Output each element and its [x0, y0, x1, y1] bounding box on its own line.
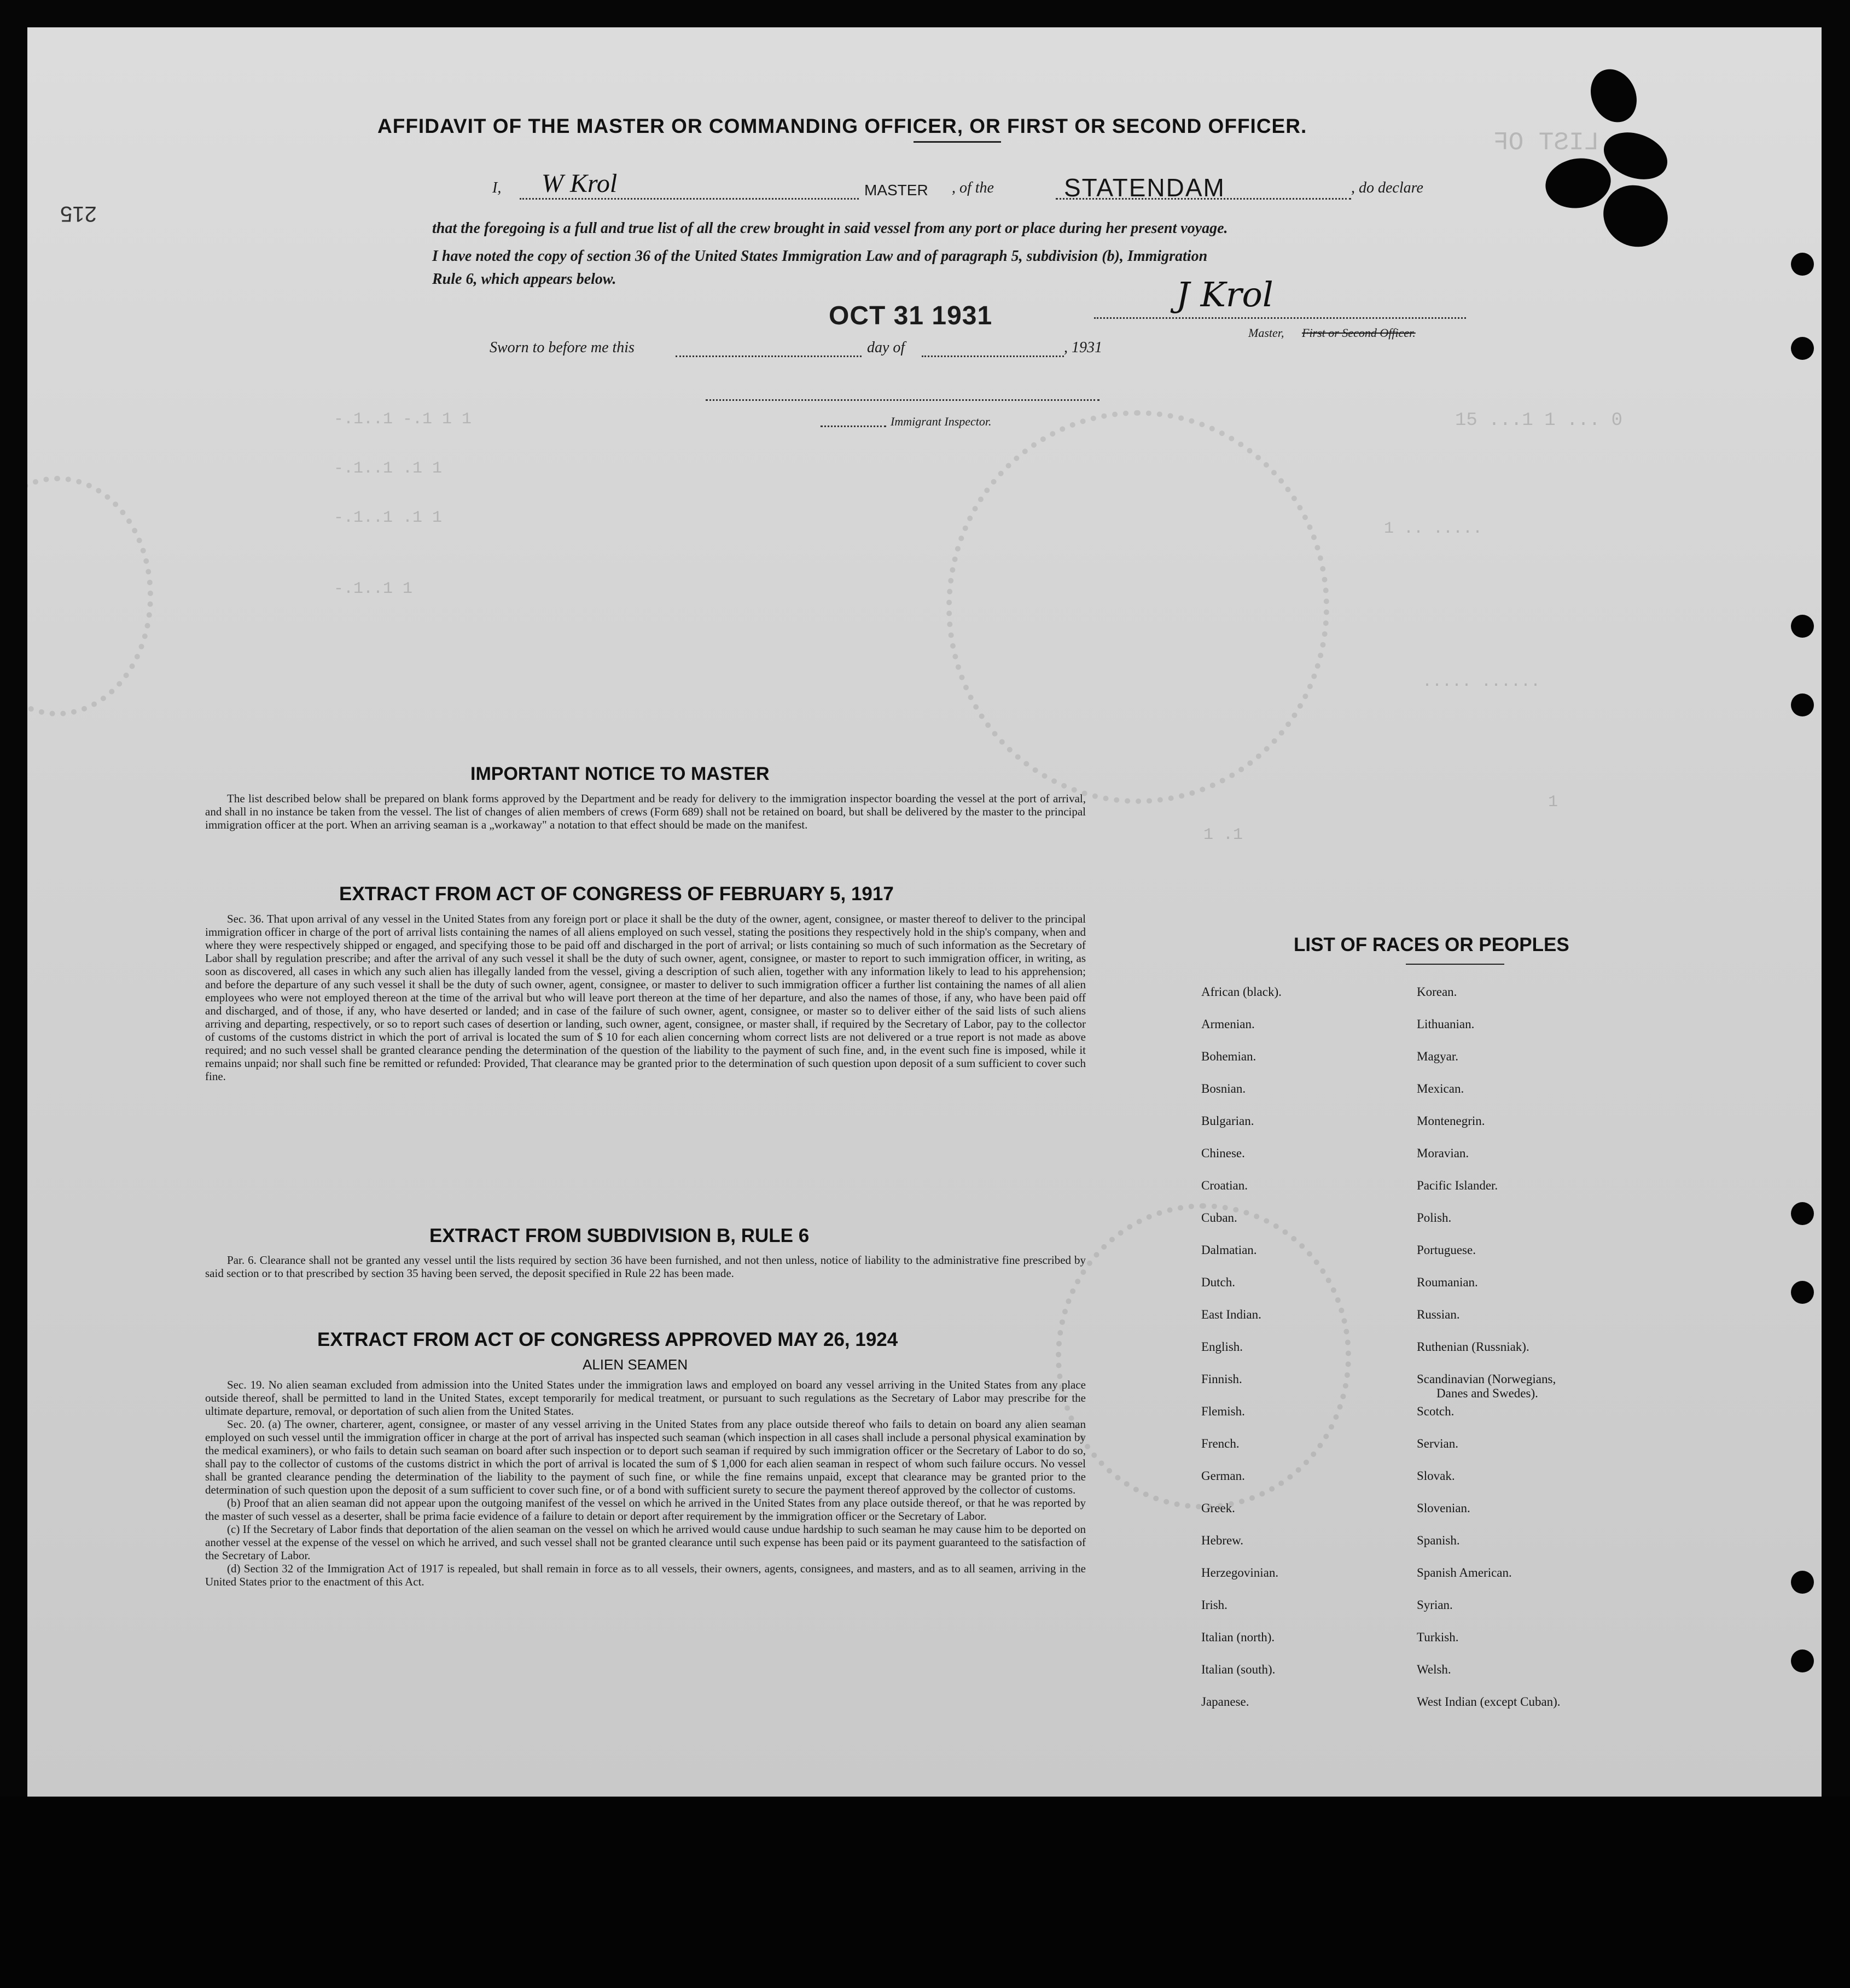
vessel-name: STATENDAM — [1064, 173, 1225, 202]
race-item: Finnish. — [1201, 1372, 1242, 1386]
race-item: Slovak. — [1417, 1469, 1455, 1483]
sig-label-officer-struck: First or Second Officer. — [1302, 326, 1416, 340]
race-item: Japanese. — [1201, 1695, 1249, 1709]
affidavit-line-2: that the foregoing is a full and true list of all the crew brought in said vessel from any port or place during her present voyage. — [432, 220, 1228, 237]
sworn-day-line — [676, 355, 862, 357]
race-item: Spanish American. — [1417, 1566, 1512, 1579]
master-signature: J Krol — [1176, 275, 1273, 314]
sec-20a-paragraph: Sec. 20. (a) The owner, charterer, agent, consignee, or master of any vessel arriving in the United States from any place outside thereof who fails to detain on board any alien seaman employed on such vessel until the immigration officer in charge at the port of arrival has inspected such seaman (which inspection in all cases shall include a personal physical examination by the medical examiners), or who fails to detain such seaman on board after such inspection or to deport such seaman if required by such immigration officer or the Secretary of Labor to do so, shall pay to the collector of customs of the customs district in which the port of arrival is located the sum of $ 1,000 for each alien seaman in respect of whom such failure occurs. No vessel shall be granted clearance pending the determination of the liability to the payment of such fine, or while the fine remains unpaid, except that clearance may be granted prior to the determination of such question upon the deposit of a sum sufficient to cover such fine, or of a bond with sufficient surety to secure the payment thereof approved by the collector of customs. — [205, 1418, 1086, 1496]
sig-label-master: Master, — [1248, 326, 1284, 340]
margin-number: 215 — [60, 202, 97, 226]
bleed-through-row: 1 .1 — [1203, 826, 1243, 844]
date-stamp: OCT 31 1931 — [829, 301, 993, 330]
race-item: African (black). — [1201, 985, 1282, 999]
race-item: Italian (north). — [1201, 1630, 1275, 1644]
race-item: Pacific Islander. — [1417, 1179, 1498, 1192]
race-item: Herzegovinian. — [1201, 1566, 1279, 1579]
race-item: Scotch. — [1417, 1404, 1455, 1418]
i-label: I, — [492, 179, 502, 196]
race-item: Dutch. — [1201, 1275, 1235, 1289]
affidavit-line-3: I have noted the copy of section 36 of the United States Immigration Law and of paragraph 5, subdivision (b), Immigration — [432, 248, 1208, 265]
race-item: Spanish. — [1417, 1534, 1460, 1547]
punch-hole — [1791, 693, 1814, 716]
punch-hole — [1791, 253, 1814, 276]
race-item: Lithuanian. — [1417, 1017, 1475, 1031]
affidavit-line-4: Rule 6, which appears below. — [432, 271, 616, 288]
sec-20c-paragraph: (c) If the Secretary of Labor finds that deportation of the alien seaman on the vessel on which he arrived would cause undue hardship to such seaman he may cause him to be deported on another vessel at the expense of the vessel on which he arrived, and such vessel shall not be granted clearance until such expense has been paid or its payment guaranteed to the satisfaction of the Secretary of Labor. — [205, 1523, 1086, 1562]
inspector-line — [821, 425, 886, 427]
rank-label: MASTER — [864, 182, 928, 199]
affidavit-title: AFFIDAVIT OF THE MASTER OR COMMANDING OFFICER, OR FIRST OR SECOND OFFICER. — [377, 115, 1307, 137]
race-item: Bohemian. — [1201, 1050, 1256, 1063]
race-item: Magyar. — [1417, 1050, 1459, 1063]
race-item: Portuguese. — [1417, 1243, 1476, 1257]
notice-heading: IMPORTANT NOTICE TO MASTER — [470, 763, 770, 784]
punch-hole — [1791, 1281, 1814, 1304]
bleed-through-stamp-left — [27, 476, 153, 716]
extract-1917-heading: EXTRACT FROM ACT OF CONGRESS OF FEBRUARY 5, 1917 — [339, 883, 894, 905]
sworn-month-line — [922, 355, 1064, 357]
bleed-through-row: ..... ...... — [1422, 673, 1541, 691]
race-item: Slovenian. — [1417, 1501, 1470, 1515]
bleed-through-row: 15 ...1 1 ... 0 — [1455, 410, 1623, 431]
extract-1917-text — [205, 912, 1086, 1083]
race-item: Syrian. — [1417, 1598, 1453, 1612]
race-item: German. — [1201, 1469, 1245, 1483]
race-item: West Indian (except Cuban). — [1417, 1695, 1561, 1709]
race-item: Armenian. — [1201, 1017, 1255, 1031]
document-page — [27, 27, 1822, 1797]
bleed-through-heading: LIST OF — [1493, 129, 1599, 157]
race-item: Danes and Swedes). — [1436, 1386, 1538, 1400]
name-line — [520, 198, 859, 200]
race-item: Mexican. — [1417, 1082, 1464, 1095]
races-heading: LIST OF RACES OR PEOPLES — [1294, 934, 1569, 955]
race-item: Scandinavian (Norwegians, — [1417, 1372, 1556, 1386]
notice-text — [205, 792, 1086, 831]
master-name-handwritten: W Krol — [542, 169, 618, 198]
race-item: Montenegrin. — [1417, 1114, 1485, 1128]
of-the-label: , of the — [952, 179, 994, 196]
race-item: Servian. — [1417, 1437, 1459, 1450]
race-item: Irish. — [1201, 1598, 1227, 1612]
punch-hole — [1791, 337, 1814, 360]
inspector-line-upper — [706, 399, 1099, 401]
races-rule — [1406, 964, 1504, 965]
race-item: Hebrew. — [1201, 1534, 1244, 1547]
punch-hole — [1791, 1202, 1814, 1225]
sec-20d-paragraph: (d) Section 32 of the Immigration Act of 1917 is repealed, but shall remain in force as to all vessels, their owners, agents, consignees, and masters, and as to all seamen, arriving in the United States prior to the enactment of this Act. — [205, 1562, 1086, 1588]
extract-1924-text — [205, 1378, 1086, 1588]
ink-blot — [1541, 153, 1615, 213]
subdivision-text — [205, 1254, 1086, 1280]
notice-paragraph: The list described below shall be prepared on blank forms approved by the Department and be ready for delivery to the immigration inspector boarding the vessel at the port of arrival, and shall in no instance be taken from the vessel. The list of changes of alien members of crews (Form 689) shall not be retained on board, but shall be delivered by the master to the principal immigration officer at the port. When an arriving seaman is a „workaway" a notation to that effect should be made on the manifest. — [205, 792, 1086, 831]
race-item: Polish. — [1417, 1211, 1452, 1225]
race-item: French. — [1201, 1437, 1240, 1450]
race-item: Welsh. — [1417, 1663, 1451, 1676]
punch-hole — [1791, 1649, 1814, 1672]
sec-20b-paragraph: (b) Proof that an alien seaman did not appear upon the outgoing manifest of the vessel on which he arrived in the United States from any place outside thereof, or that he was reported by the master of such vessel as a deserter, shall be prima facie evidence of a failure to detain or deport after requirement by the immigration officer or the Secretary of Labor. — [205, 1496, 1086, 1523]
section-36-paragraph: Sec. 36. That upon arrival of any vessel in the United States from any foreign port or place it shall be the duty of the owner, agent, consignee, or master thereof to deliver to the principal immigration officer in charge of the port of arrival lists containing the names of all aliens employed on such vessel, stating the positions they respectively hold in the ship's company, when and where they were respectively shipped or engaged, and specifying those to be paid off and discharged in the port of arrival; or lists containing so much of such information as the Secretary of Labor shall by regulation prescribe; and after the arrival of any such vessel it shall be the duty of such owner, agent, consignee, or master to report to such immigration officer, in writing, as soon as discovered, all cases in which any such alien has illegally landed from the vessel, giving a description of such alien, together with any information likely to lead to his apprehension; and before the departure of any such vessel it shall be the duty of such owner, agent, consignee, or master to deliver to such immigration officer a further list containing the names of all alien employees who were not employed thereon at the time of the arrival but who will leave port thereon at the time of her departure, and also the names of those, if any, who have been paid off and discharged, and of those, if any, who have deserted or landed; and in case of the failure of such owner, agent, consignee, or master so to deliver either of the said lists of such aliens arriving and departing, respectively, or so to report such cases of desertion or landing, such owner, agent, consignee, or master shall, if required by the Secretary of Labor, pay to the collector of customs of the customs district in which the port of arrival is located the sum of $ 10 for each alien concerning whom correct lists are not delivered or a true report is not made as above required; and no such vessel shall be granted clearance pending the determination of the question of the liability to the payment of such fine, and, in the event such fine is imposed, while it remains unpaid; nor shall such fine be remitted or refunded: Provided, That clearance may be granted prior to the determination of such question upon deposit of a sum sufficient to cover such fine. — [205, 912, 1086, 1083]
subdivision-heading: EXTRACT FROM SUBDIVISION B, RULE 6 — [429, 1225, 810, 1246]
race-item: Flemish. — [1201, 1404, 1245, 1418]
bleed-through-row: -.1..1 -.1 1 1 — [334, 410, 472, 429]
bleed-through-row: -.1..1 .1 1 — [334, 459, 443, 478]
race-item: Chinese. — [1201, 1146, 1245, 1160]
bleed-through-row: 1 .. ..... — [1384, 520, 1483, 538]
race-item: English. — [1201, 1340, 1243, 1354]
race-item: Dalmatian. — [1201, 1243, 1257, 1257]
year-label: , 1931 — [1064, 339, 1102, 356]
race-item: Turkish. — [1417, 1630, 1459, 1644]
punch-hole — [1791, 615, 1814, 638]
bleed-through-stamp — [946, 410, 1329, 804]
race-item: Ruthenian (Russniak). — [1417, 1340, 1529, 1354]
race-item: Italian (south). — [1201, 1663, 1276, 1676]
scan-border — [0, 1797, 1850, 1988]
race-item: Greek. — [1201, 1501, 1235, 1515]
race-item: Croatian. — [1201, 1179, 1248, 1192]
inspector-label: Immigrant Inspector. — [891, 415, 992, 428]
ink-blot — [1583, 62, 1645, 130]
race-item: Russian. — [1417, 1308, 1460, 1321]
sec-19-paragraph: Sec. 19. No alien seaman excluded from admission into the United States under the immigration laws and employed on board any vessel arriving in the United States from any place outside thereof, shall be permitted to land in the United States, except temporarily for medical treatment, or pursuant to such regulations as the Secretary of Labor may prescribe for the ultimate departure, removal, or deportation of such alien from the United States. — [205, 1378, 1086, 1418]
race-item: Bulgarian. — [1201, 1114, 1254, 1128]
vessel-line — [1056, 198, 1351, 200]
race-item: Roumanian. — [1417, 1275, 1478, 1289]
bleed-through-row: -.1..1 1 — [334, 580, 413, 598]
races-left-column — [1201, 986, 1420, 1718]
race-item: Moravian. — [1417, 1146, 1469, 1160]
extract-1924-heading: EXTRACT FROM ACT OF CONGRESS APPROVED MAY 26, 1924 — [317, 1329, 898, 1350]
punch-hole — [1791, 1571, 1814, 1594]
title-rule — [914, 141, 1001, 143]
races-right-column — [1417, 986, 1723, 1718]
sworn-label: Sworn to before me this — [490, 339, 635, 356]
signature-line — [1094, 317, 1466, 319]
race-item: East Indian. — [1201, 1308, 1261, 1321]
race-item: Cuban. — [1201, 1211, 1237, 1225]
race-item: Bosnian. — [1201, 1082, 1246, 1095]
race-item: Korean. — [1417, 985, 1457, 999]
declare-label: , do declare — [1351, 179, 1423, 196]
day-of-label: day of — [867, 339, 905, 356]
alien-seamen-subheading: ALIEN SEAMEN — [583, 1356, 688, 1373]
bleed-through-row: -.1..1 .1 1 — [334, 509, 443, 527]
rule-6-paragraph: Par. 6. Clearance shall not be granted any vessel until the lists required by section 36 have been furnished, and not then unless, notice of liability to the administrative fine prescribed by said section or to that prescribed by section 35 having been served, the deposit specified in Rule 22 has been made. — [205, 1254, 1086, 1280]
bleed-through-row: 1 — [1548, 793, 1558, 812]
